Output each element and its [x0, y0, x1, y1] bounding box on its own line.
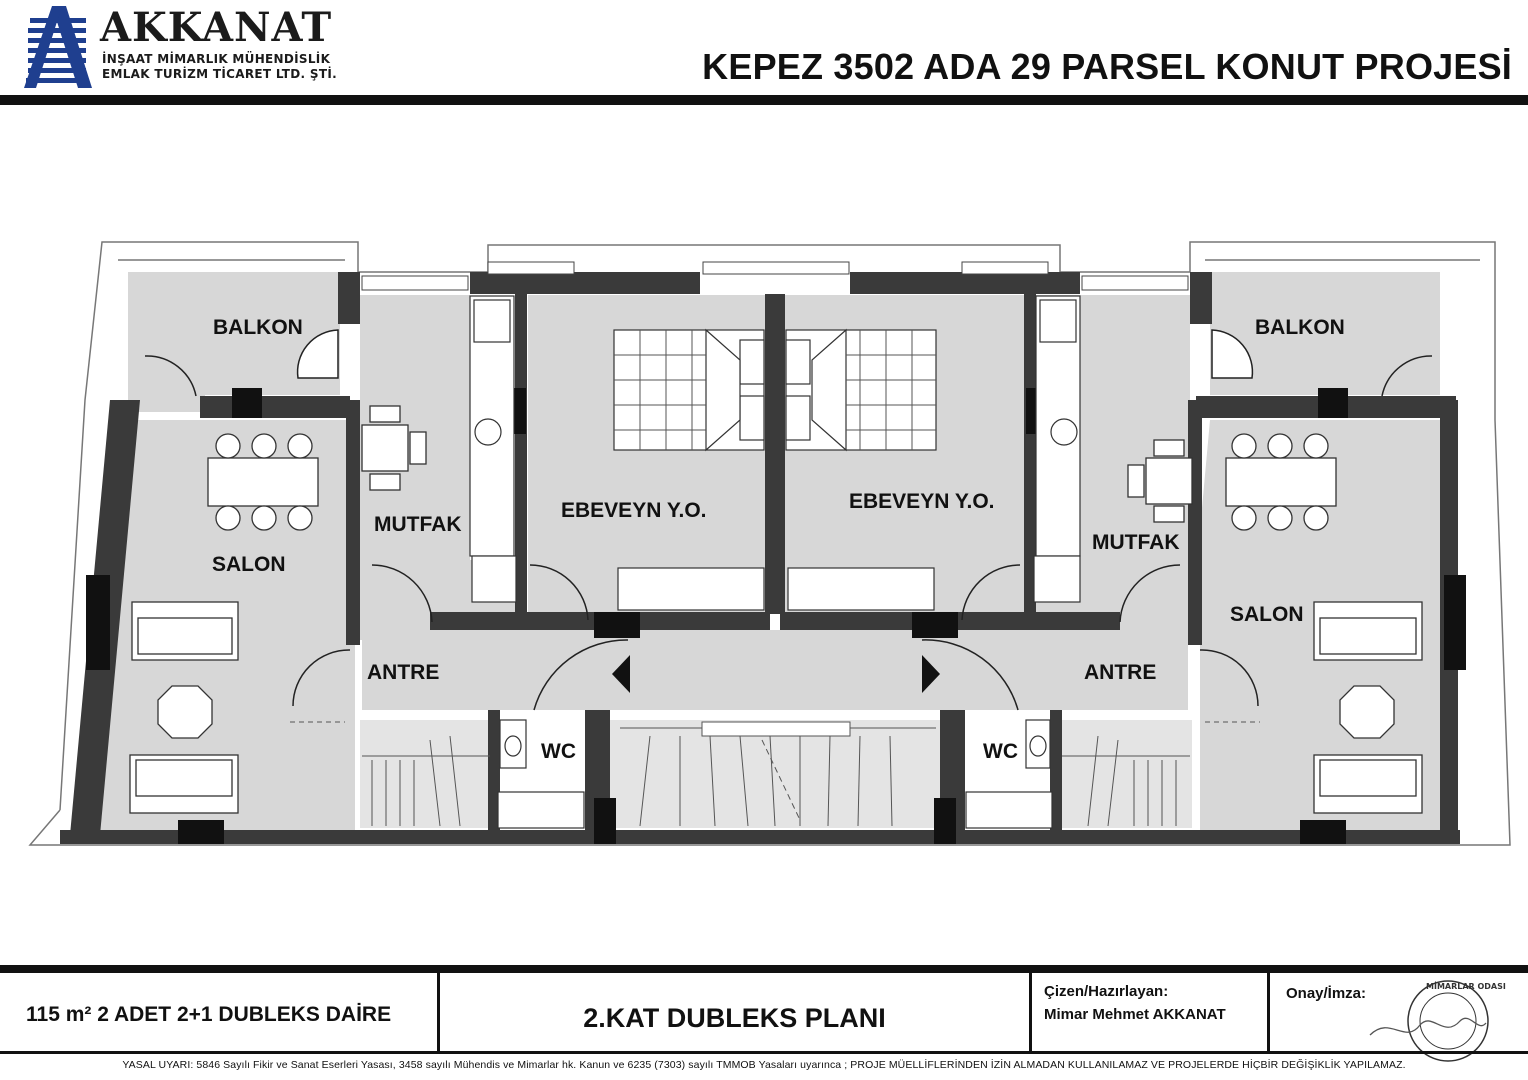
project-title: KEPEZ 3502 ADA 29 PARSEL KONUT PROJESİ — [702, 46, 1512, 87]
room-label-balkon-left: BALKON — [213, 316, 303, 339]
company-name: AKKANAT — [100, 4, 333, 51]
room-label-salon-left: SALON — [212, 553, 286, 576]
room-label-wc-left: WC — [541, 740, 576, 763]
company-subtitle-1: İNŞAAT MİMARLIK MÜHENDİSLİK — [102, 52, 331, 66]
floor-plan — [0, 105, 1528, 965]
room-label-ebeveyn-left: EBEVEYN Y.O. — [561, 499, 707, 522]
header — [0, 0, 1528, 96]
stamp-text: MİMARLAR ODASI — [1426, 982, 1506, 991]
title-block — [0, 965, 1528, 1080]
legal-notice: YASAL UYARI: 5846 Sayılı Fikir ve Sanat Eserleri Yasası, 3458 sayılı Mühendis ve Mimarlar hk. Kanun ve 6235 (7303) sayılı TMMOB Yasaları uyarınca ; PROJE MÜELLİFLERİNDEN İZİN ALMADAN KULLANILAMAZ VE PROJELERDE HİÇBİR DEĞİŞİKLİK YAPILAMAZ. — [122, 1059, 1406, 1071]
company-subtitle-2: EMLAK TURİZM TİCARET LTD. ŞTİ. — [102, 67, 337, 81]
room-label-wc-right: WC — [983, 740, 1018, 763]
room-label-antre-right: ANTRE — [1084, 661, 1157, 684]
plan-name: 2.KAT DUBLEKS PLANI — [583, 1003, 886, 1033]
room-label-mutfak-left: MUTFAK — [374, 513, 462, 536]
company-logo-icon — [22, 4, 94, 90]
room-label-balkon-right: BALKON — [1255, 316, 1345, 339]
footer-bottom-rule — [0, 1051, 1528, 1054]
drawn-by-cell — [1032, 973, 1270, 1053]
architect-stamp-icon — [1360, 975, 1506, 1063]
footer-divider — [0, 965, 1528, 973]
header-divider — [0, 95, 1528, 105]
approval-label: Onay/İmza: — [1286, 985, 1367, 1002]
apartment-desc-cell — [0, 973, 440, 1053]
plan-name-cell — [440, 973, 1032, 1053]
drawn-by-label: Çizen/Hazırlayan: — [1044, 983, 1169, 1000]
room-label-antre-left: ANTRE — [367, 661, 440, 684]
drawn-by-name: Mimar Mehmet AKKANAT — [1044, 1006, 1226, 1023]
approval-cell — [1270, 973, 1528, 1053]
room-label-salon-right: SALON — [1230, 603, 1304, 626]
floor-plan-drawing — [0, 105, 1528, 965]
apartment-description: 115 m² 2 ADET 2+1 DUBLEKS DAİRE — [26, 1003, 392, 1026]
room-label-mutfak-right: MUTFAK — [1092, 531, 1180, 554]
room-label-ebeveyn-right: EBEVEYN Y.O. — [849, 490, 995, 513]
